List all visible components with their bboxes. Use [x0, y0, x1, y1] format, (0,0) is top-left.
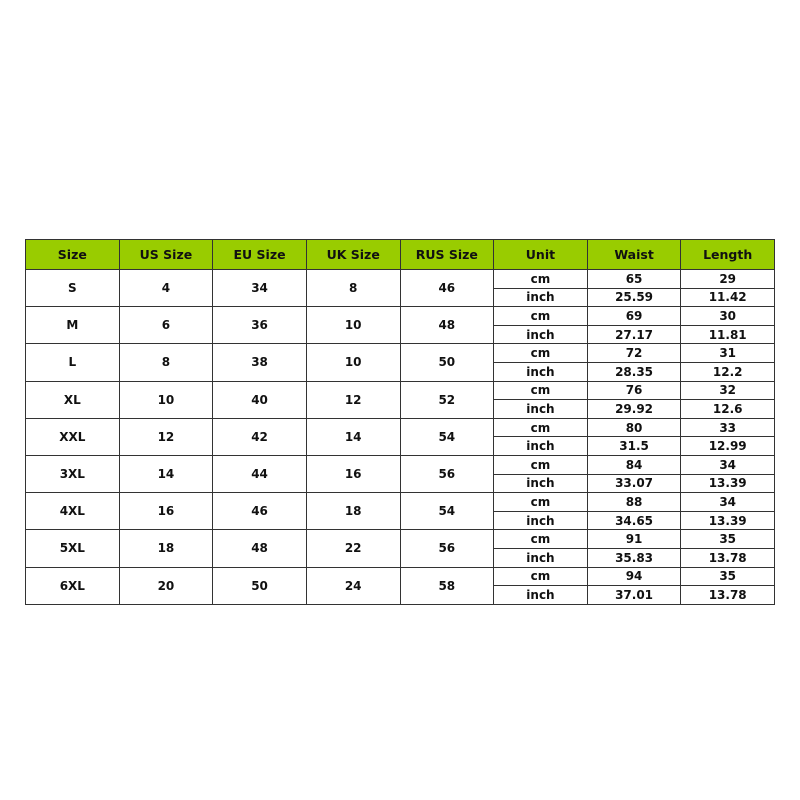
cell-size: M [26, 307, 120, 344]
cell-waist: 33.07 [587, 474, 681, 493]
cell-uk-size: 12 [306, 381, 400, 418]
cell-unit: inch [494, 437, 588, 456]
table-row [26, 270, 775, 289]
cell-rus-size: 52 [400, 381, 494, 418]
table-row [26, 307, 775, 326]
cell-rus-size: 48 [400, 307, 494, 344]
cell-unit: inch [494, 586, 588, 605]
header-waist: Waist [587, 240, 681, 270]
cell-uk-size: 24 [306, 567, 400, 604]
header-rus-size: RUS Size [400, 240, 494, 270]
cell-waist: 65 [587, 270, 681, 289]
cell-waist: 80 [587, 418, 681, 437]
cell-rus-size: 54 [400, 418, 494, 455]
cell-waist: 69 [587, 307, 681, 326]
cell-size: 3XL [26, 455, 120, 492]
cell-length: 13.78 [681, 586, 775, 605]
cell-unit: cm [494, 344, 588, 363]
cell-uk-size: 16 [306, 455, 400, 492]
cell-waist: 88 [587, 493, 681, 512]
cell-us-size: 8 [119, 344, 213, 381]
cell-us-size: 20 [119, 567, 213, 604]
header-row [26, 240, 775, 270]
cell-length: 12.6 [681, 400, 775, 419]
cell-unit: inch [494, 511, 588, 530]
cell-eu-size: 36 [213, 307, 307, 344]
cell-length: 32 [681, 381, 775, 400]
header-length: Length [681, 240, 775, 270]
cell-unit: inch [494, 362, 588, 381]
cell-us-size: 6 [119, 307, 213, 344]
cell-uk-size: 10 [306, 307, 400, 344]
cell-rus-size: 56 [400, 455, 494, 492]
cell-waist: 34.65 [587, 511, 681, 530]
table-row [26, 344, 775, 363]
cell-size: L [26, 344, 120, 381]
cell-us-size: 18 [119, 530, 213, 567]
cell-size: 5XL [26, 530, 120, 567]
cell-rus-size: 56 [400, 530, 494, 567]
cell-waist: 25.59 [587, 288, 681, 307]
header-size: Size [26, 240, 120, 270]
cell-waist: 94 [587, 567, 681, 586]
cell-rus-size: 58 [400, 567, 494, 604]
cell-eu-size: 38 [213, 344, 307, 381]
cell-waist: 27.17 [587, 325, 681, 344]
cell-uk-size: 14 [306, 418, 400, 455]
header-eu-size: EU Size [213, 240, 307, 270]
cell-us-size: 12 [119, 418, 213, 455]
cell-length: 29 [681, 270, 775, 289]
cell-us-size: 4 [119, 270, 213, 307]
cell-waist: 37.01 [587, 586, 681, 605]
cell-waist: 91 [587, 530, 681, 549]
cell-rus-size: 54 [400, 493, 494, 530]
cell-length: 12.99 [681, 437, 775, 456]
cell-unit: cm [494, 530, 588, 549]
cell-size: XL [26, 381, 120, 418]
cell-length: 11.42 [681, 288, 775, 307]
cell-uk-size: 10 [306, 344, 400, 381]
cell-unit: cm [494, 307, 588, 326]
cell-waist: 84 [587, 455, 681, 474]
table-row [26, 455, 775, 474]
cell-unit: inch [494, 288, 588, 307]
cell-unit: inch [494, 325, 588, 344]
cell-us-size: 10 [119, 381, 213, 418]
cell-length: 34 [681, 455, 775, 474]
cell-length: 31 [681, 344, 775, 363]
cell-uk-size: 22 [306, 530, 400, 567]
cell-rus-size: 50 [400, 344, 494, 381]
cell-unit: inch [494, 548, 588, 567]
cell-size: 4XL [26, 493, 120, 530]
cell-unit: inch [494, 400, 588, 419]
cell-unit: cm [494, 567, 588, 586]
cell-waist: 29.92 [587, 400, 681, 419]
table-row [26, 381, 775, 400]
cell-length: 35 [681, 530, 775, 549]
cell-uk-size: 8 [306, 270, 400, 307]
cell-waist: 72 [587, 344, 681, 363]
cell-eu-size: 46 [213, 493, 307, 530]
cell-eu-size: 48 [213, 530, 307, 567]
cell-length: 13.39 [681, 511, 775, 530]
cell-uk-size: 18 [306, 493, 400, 530]
cell-us-size: 16 [119, 493, 213, 530]
cell-unit: cm [494, 270, 588, 289]
cell-eu-size: 42 [213, 418, 307, 455]
cell-unit: inch [494, 474, 588, 493]
cell-unit: cm [494, 493, 588, 512]
cell-waist: 31.5 [587, 437, 681, 456]
cell-unit: cm [494, 455, 588, 474]
cell-eu-size: 44 [213, 455, 307, 492]
table-row [26, 530, 775, 549]
cell-size: S [26, 270, 120, 307]
cell-length: 13.39 [681, 474, 775, 493]
cell-us-size: 14 [119, 455, 213, 492]
header-us-size: US Size [119, 240, 213, 270]
cell-length: 34 [681, 493, 775, 512]
cell-size: 6XL [26, 567, 120, 604]
cell-eu-size: 34 [213, 270, 307, 307]
cell-unit: cm [494, 418, 588, 437]
cell-length: 33 [681, 418, 775, 437]
cell-size: XXL [26, 418, 120, 455]
cell-waist: 35.83 [587, 548, 681, 567]
cell-length: 11.81 [681, 325, 775, 344]
cell-waist: 76 [587, 381, 681, 400]
table-row [26, 567, 775, 586]
cell-length: 30 [681, 307, 775, 326]
header-unit: Unit [494, 240, 588, 270]
size-chart-table [25, 239, 775, 605]
header-uk-size: UK Size [306, 240, 400, 270]
cell-length: 12.2 [681, 362, 775, 381]
cell-length: 13.78 [681, 548, 775, 567]
table-row [26, 418, 775, 437]
cell-length: 35 [681, 567, 775, 586]
cell-eu-size: 40 [213, 381, 307, 418]
cell-rus-size: 46 [400, 270, 494, 307]
cell-waist: 28.35 [587, 362, 681, 381]
table-row [26, 493, 775, 512]
cell-eu-size: 50 [213, 567, 307, 604]
cell-unit: cm [494, 381, 588, 400]
